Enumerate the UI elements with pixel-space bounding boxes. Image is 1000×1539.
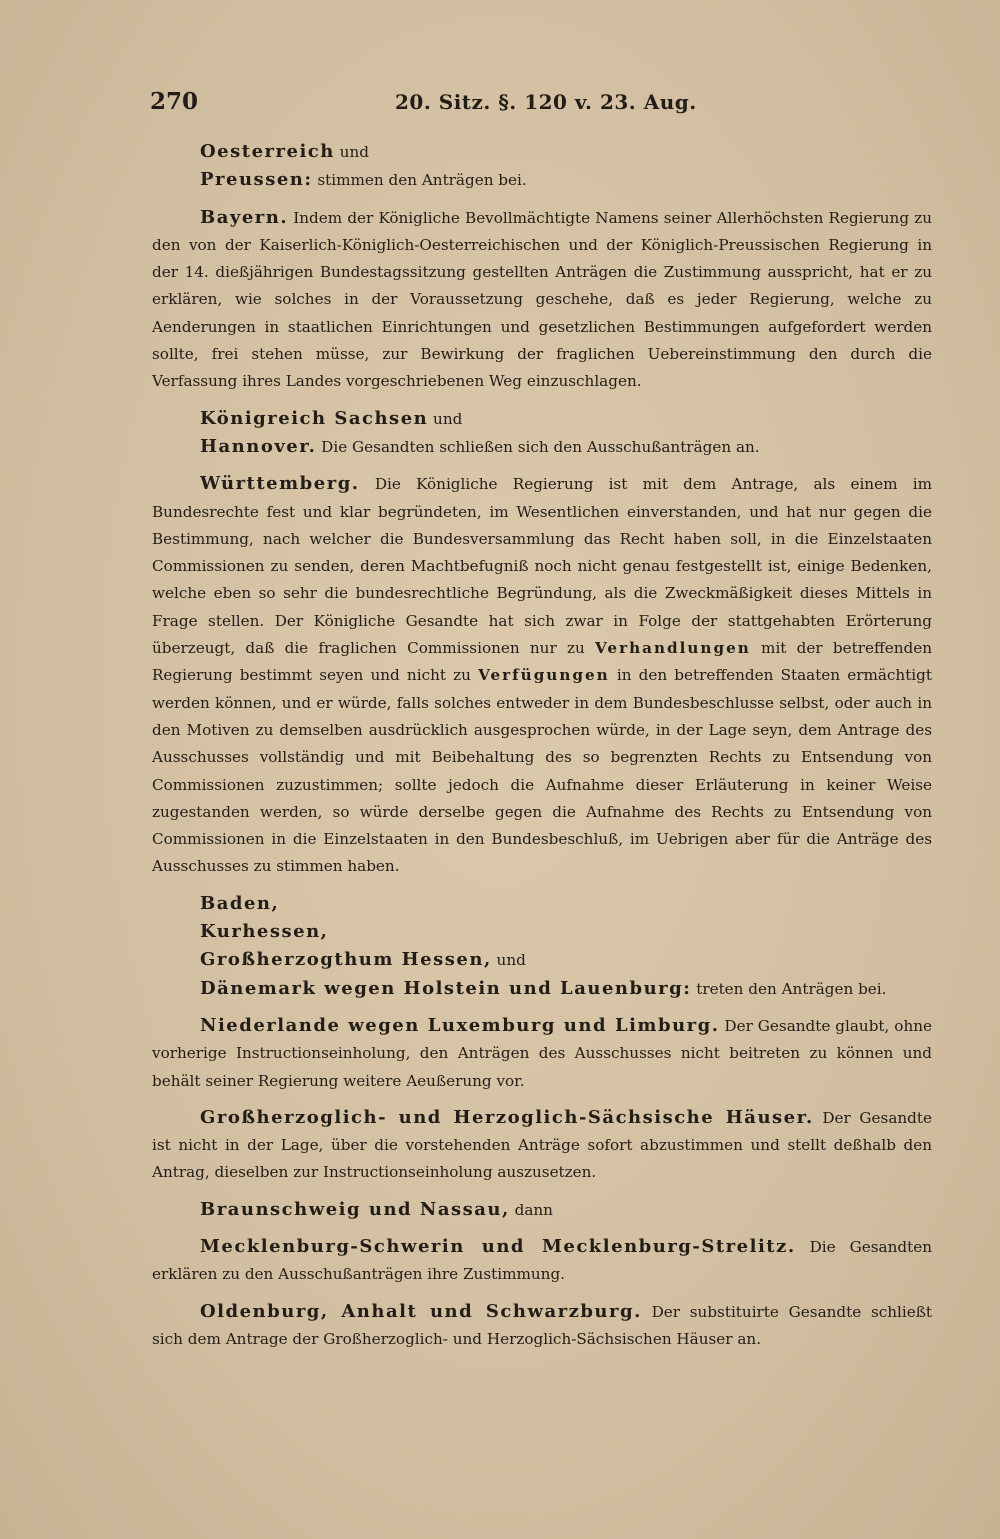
state-name: Mecklenburg-Schwerin und Mecklenburg-Strelitz. [200, 1235, 796, 1257]
paragraph-text: und [334, 143, 369, 161]
state-name: Preussen: [200, 169, 313, 191]
paragraph-text: Der Gesandte ist nicht in der Lage, über die vorstehenden Anträge sofort abzustimmen und stellt deßhalb den Antrag, dieselben zur Instructionseinholung auszusetzen. [152, 1108, 932, 1182]
paragraph-mecklenburg [152, 1233, 932, 1289]
paragraph-text: Die Gesandten erklären zu den Ausschußanträgen ihre Zustimmung. [152, 1237, 932, 1284]
state-name: Königreich Sachsen [200, 407, 429, 429]
paragraph-text: mit der betreffenden Regierung bestimmt seyen und nicht zu [152, 639, 932, 685]
state-name: Kurhessen, [200, 921, 329, 943]
page-header [150, 88, 930, 122]
state-name: Niederlande wegen Luxemburg und Limburg. [200, 1014, 720, 1036]
paragraph-text: und [491, 951, 526, 970]
state-name: Bayern. [200, 206, 289, 228]
running-title: 20. Sitz. §. 120 v. 23. Aug. [395, 90, 697, 114]
paragraph-wuerttemberg [152, 470, 932, 880]
state-name: Oesterreich [200, 141, 335, 162]
paragraph-text: und [428, 409, 463, 428]
paragraph-kurhessen [152, 918, 932, 946]
paragraph-hessen [152, 946, 932, 974]
paragraph-sachsen [152, 405, 932, 433]
paragraph-saechsische-haeuser [152, 1104, 932, 1187]
paragraph-daenemark [152, 975, 932, 1003]
state-name: Dänemark wegen Holstein und Lauenburg: [200, 977, 692, 999]
paragraph-bayern [152, 204, 932, 396]
state-name: Großherzogthum Hessen, [200, 949, 492, 971]
state-name: Oldenburg, Anhalt und Schwarzburg. [200, 1300, 642, 1322]
paragraph-preussen [152, 166, 932, 194]
paragraph-oldenburg [152, 1298, 932, 1354]
state-name: Hannover. [200, 435, 317, 457]
paragraph-text: Die Gesandten schließen sich den Ausschußanträgen an. [316, 437, 760, 456]
paragraph-text: Indem der Königliche Bevollmächtigte Namens seiner Allerhöchsten Regierung zu den von der Kaiserlich-Königlich-Oesterreichischen und der Königlich-Preussischen Regierung in der 14. dießjährigen Bundestagssitzung gestellten Anträgen die Zustimmung ausspricht, hat er zu erklären, wie solches in der Voraussetzung geschehe, daß es jeder Regierung, welche zu Aenderungen in staatlichen Einrichtungen und gesetzlichen Bestimmungen aufgefordert werden sollte, frei stehen müsse, zur Bewirkung der fraglichen Uebereinstimmung den durch die Verfassung ihres Landes vorgeschriebenen Weg einzuschlagen. [152, 208, 932, 391]
state-name: Großherzoglich- und Herzoglich-Sächsische Häuser. [200, 1106, 814, 1128]
state-name: Baden, [200, 892, 280, 914]
state-name: Braunschweig und Nassau, [200, 1198, 510, 1220]
emphasis-text: Verhandlungen [595, 639, 751, 658]
page-number: 270 [150, 88, 199, 115]
paragraph-text: dann [509, 1200, 553, 1219]
paragraph-oesterreich [152, 138, 932, 166]
paragraph-niederlande [152, 1012, 932, 1095]
paragraph-text: treten den Anträgen bei. [691, 979, 887, 998]
paragraph-text: Die Königliche Regierung ist mit dem Antrage, als einem im Bundesrechte fest und klar begründeten, im Wesentlichen einverstanden, und hat nur gegen die Bestimmung, nach welcher die Bundesversammlung das Recht haben soll, in die Einzelstaaten Commissionen zu senden, deren Machtbefugniß noch nicht genau festgestellt ist, einige Bedenken, welche eben so sehr die bundesrechtliche Begründung, als die Zweckmäßigkeit dieses Mittels in Frage stellen. Der Königliche Gesandte hat sich zwar in Folge der stattgehabten Erörterung überzeugt, daß die fraglichen Commissionen nur zu [152, 475, 932, 658]
paragraph-braunschweig [152, 1196, 932, 1224]
emphasis-text: Verfügungen [478, 666, 610, 685]
paragraph-text: Der substituirte Gesandte schließt sich dem Antrage der Großherzoglich- und Herzoglich-Sächsischen Häuser an. [152, 1302, 932, 1348]
state-name: Württemberg. [200, 473, 360, 495]
paragraph-text: Der Gesandte glaubt, ohne vorherige Instructionseinholung, den Anträgen des Ausschusses nicht beitreten zu können und behält seiner Regierung weitere Aeußerung vor. [152, 1016, 932, 1090]
paragraph-baden [152, 890, 932, 918]
paragraph-hannover [152, 433, 932, 461]
paragraph-text: stimmen den Anträgen bei. [312, 171, 527, 190]
text-body [152, 138, 932, 1362]
paragraph-text: in den betreffenden Staaten ermächtigt werden können, und er würde, falls solches entweder in dem Bundesbeschlusse selbst, oder auch in den Motiven zu demselben ausdrücklich ausgesprochen würde, in der Lage seyn, dem Antrage des Ausschusses vollständig und mit Beibehaltung des so begrenzten Rechts zu Entsendung von Commissionen zuzustimmen; sollte jedoch die Aufnahme dieser Erläuterung in keiner Weise zugestanden werden, so würde derselbe gegen die Aufnahme des Rechts zu Entsendung von Commissionen in die Einzelstaaten in den Bundesbeschluß, im Uebrigen aber für die Anträge des Ausschusses zu stimmen haben. [152, 666, 932, 876]
